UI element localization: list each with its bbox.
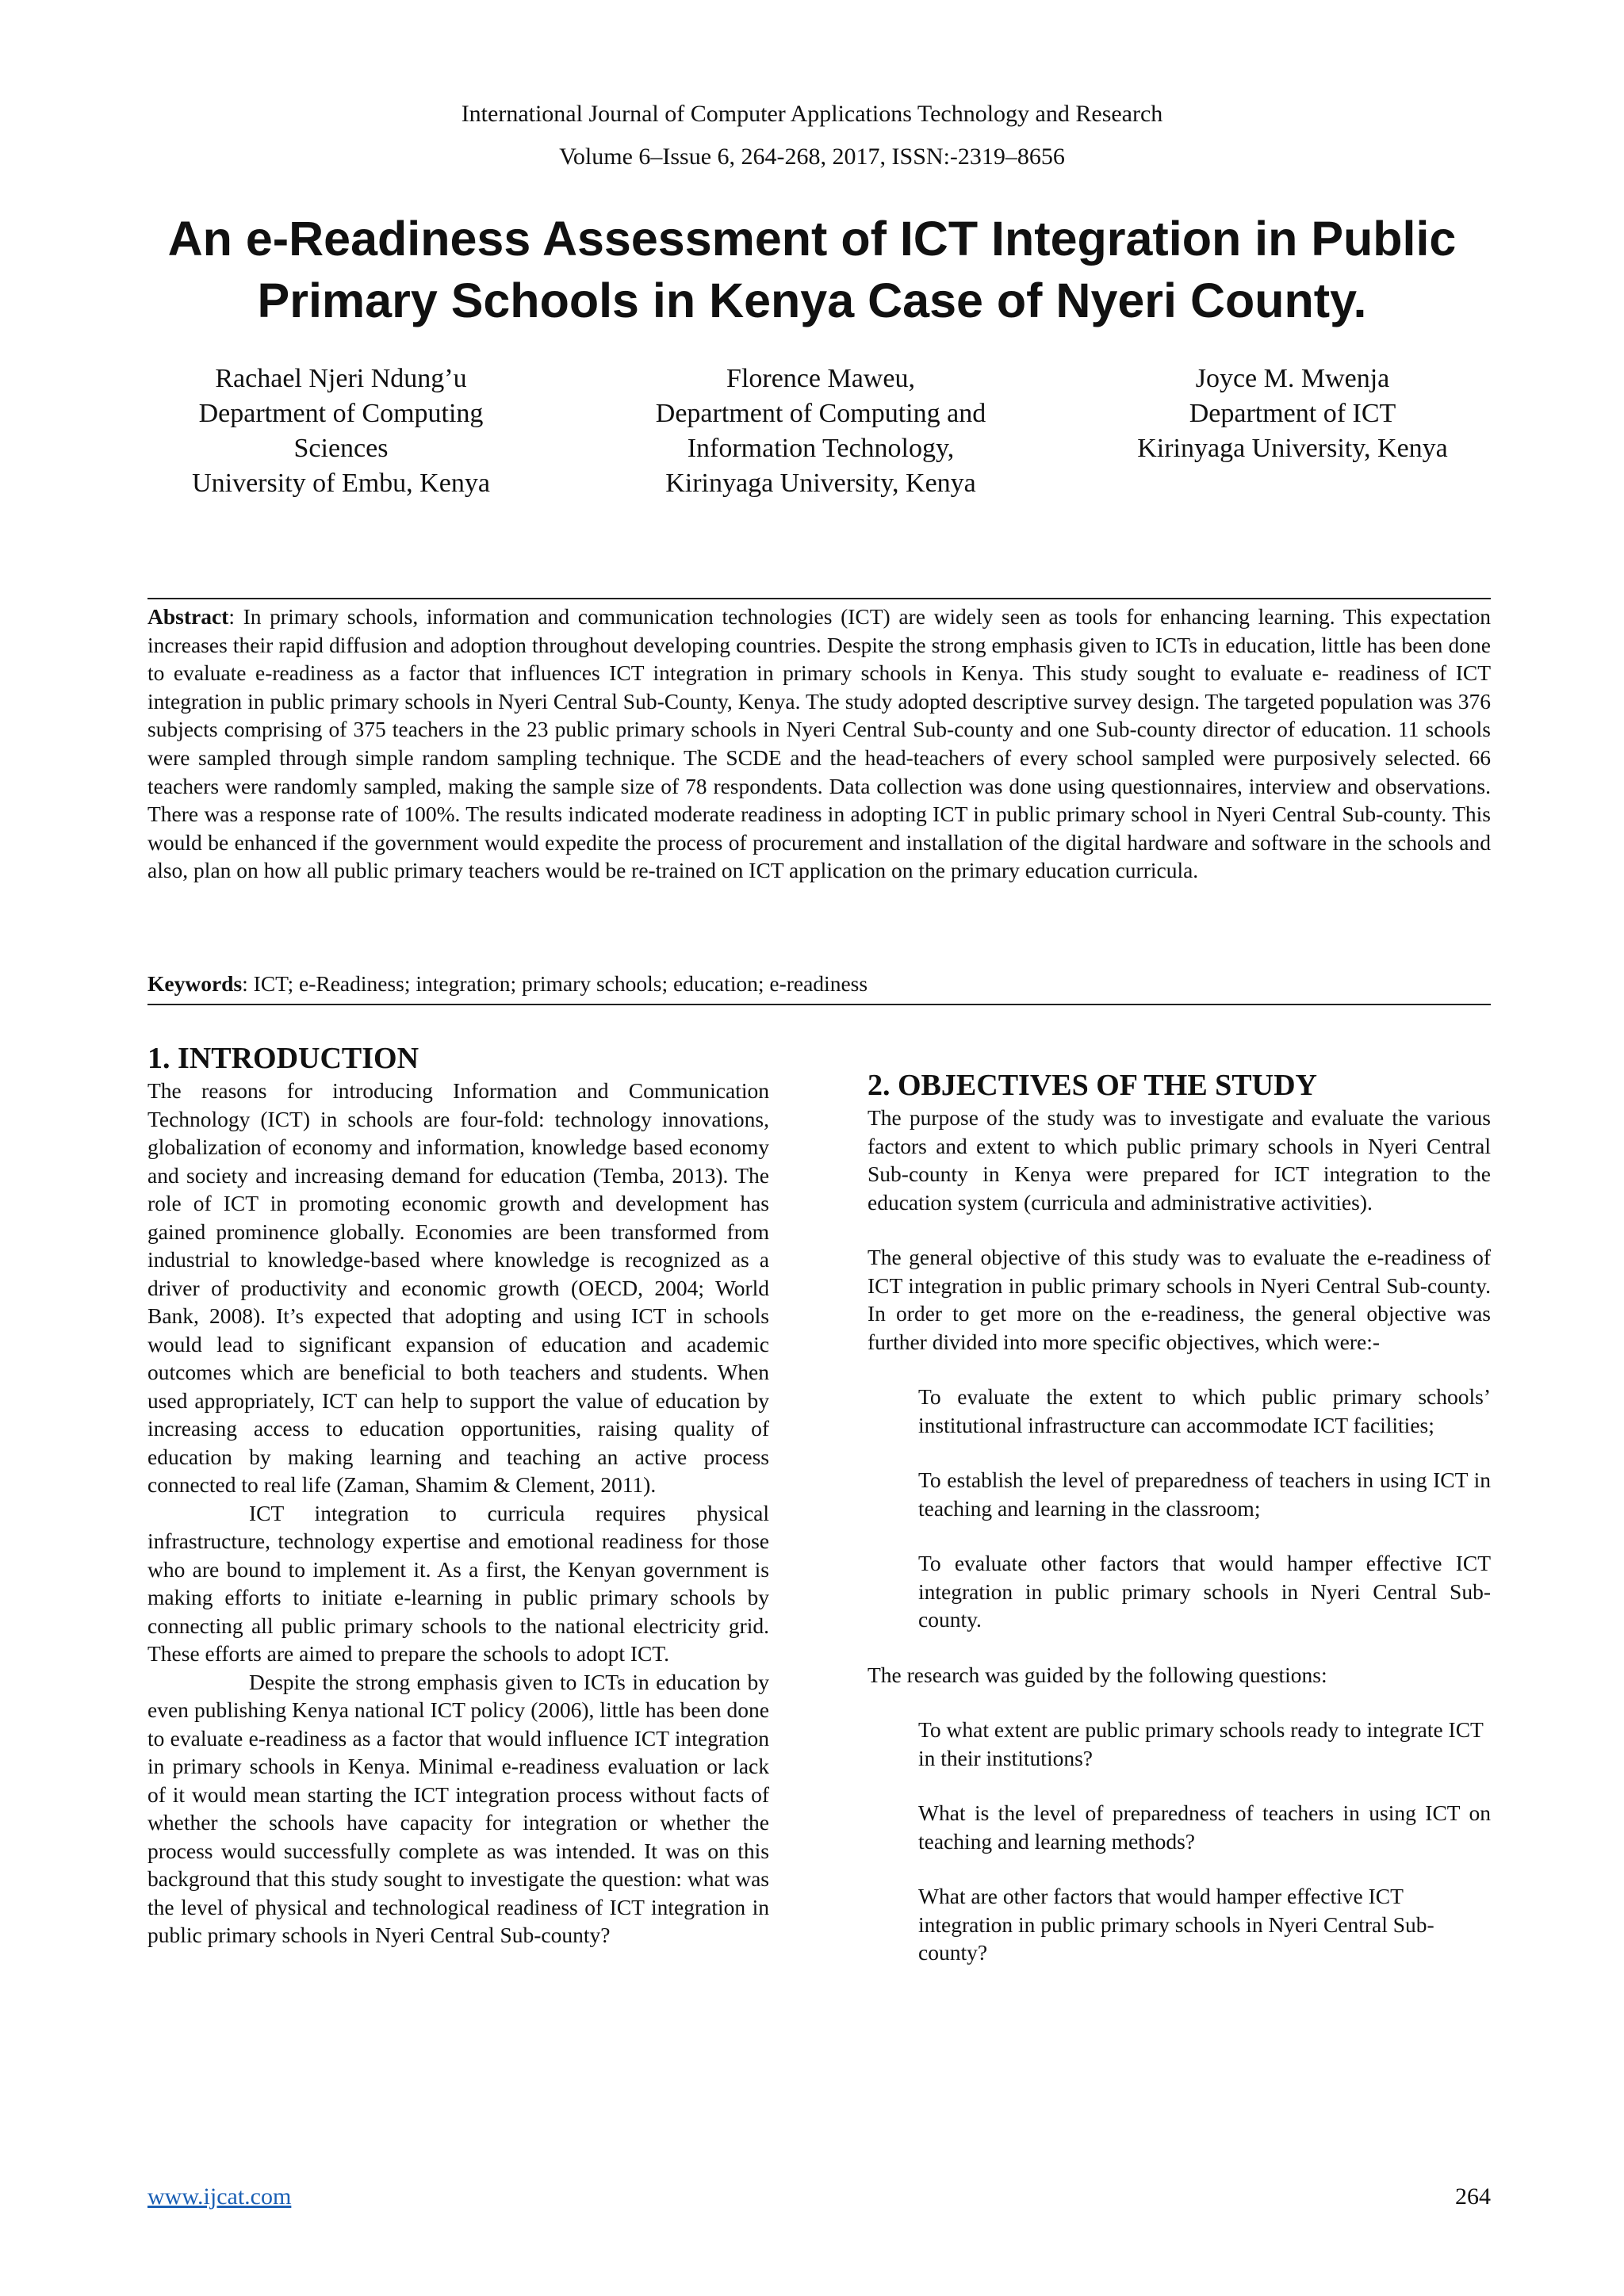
author-2-affiliation-line: Department of Computing and (655, 399, 986, 428)
journal-name: International Journal of Computer Applications Technology and Research (461, 101, 1163, 127)
objective-item: To establish the level of preparedness of teachers in using ICT in teaching and learning in the classroom; (918, 1468, 1491, 1521)
objectives-paragraph-1: The purpose of the study was to investigate and evaluate the various factors and extent to which public primary schools in Nyeri Central Sub-county in Kenya were prepared for ICT integration to the education system (curricula and administrative activities). (868, 1105, 1491, 1215)
title-line-1: An e-Readiness Assessment of ICT Integration in Public (167, 212, 1457, 266)
paper-title (119, 208, 1505, 331)
author-block-3 (1094, 362, 1491, 466)
author-3-affiliation-line: Kirinyaga University, Kenya (1137, 434, 1448, 463)
author-1-name: Rachael Njeri Ndung’u (215, 364, 467, 393)
keywords-label: Keywords (147, 971, 243, 996)
journal-website-link[interactable]: www.ijcat.com (147, 2183, 292, 2210)
intro-paragraph-2: ICT integration to curricula requires physical infrastructure, technology expertise and emotional readiness for those who are bound to implement it. As a first, the Kenyan government is making efforts to initiate e-learning in public primary schools by connecting all public primary schools to the national electricity grid. These efforts are aimed to prepare the schools to adopt ICT. (147, 1500, 769, 1666)
keywords (147, 970, 1491, 997)
author-1-affiliation-line: Department of Computing (198, 399, 484, 428)
objective-item: To evaluate other factors that would hamper effective ICT integration in public primary schools in Nyeri Central Sub-county. (918, 1551, 1491, 1632)
abstract-label: Abstract (147, 604, 229, 629)
objective-item: To evaluate the extent to which public primary schools’ institutional infrastructure can accommodate ICT facilities; (918, 1384, 1491, 1437)
research-question: What is the level of preparedness of teachers in using ICT on teaching and learning methods? (918, 1800, 1491, 1854)
journal-volume-line: Volume 6–Issue 6, 264-268, 2017, ISSN:-2319–8656 (559, 144, 1065, 170)
keywords-bottom-rule (147, 1004, 1491, 1005)
author-1-affiliation-line: Sciences (293, 434, 389, 463)
intro-paragraph-3: Despite the strong emphasis given to ICTs in education by even publishing Kenya national ICT policy (2006), little has been done to evaluate e-readiness as a factor that would influence ICT integration in primary schools in Kenya. Minimal e-readiness evaluation or lack of it would mean starting the ICT integration process without facts of whether the schools have capacity for integration or whether the process would successfully complete as was intended. It was on this background that this study sought to investigate the question: what was the level of physical and technological readiness of ICT integration in public primary schools in Nyeri Central Sub-county? (147, 1669, 769, 1947)
questions-intro: The research was guided by the following questions: (868, 1662, 1327, 1687)
right-column (868, 1067, 1491, 1967)
author-3-name: Joyce M. Mwenja (1195, 364, 1390, 393)
author-2-affiliation-line: Information Technology, (687, 434, 955, 463)
intro-paragraph-1: The reasons for introducing Information and Communication Technology (ICT) in schools are four-fold: technology innovations, globalization of economy and information, knowledge based economy and society and increasing demand for education (Temba, 2013). The role of ICT in promoting economic growth and development has gained prominence globally. Economies are been transformed from industrial to knowledge-based where knowledge is recognized as a driver of productivity and economic growth (OECD, 2004; World Bank, 2008). It’s expected that adopting and using ICT in schools would lead to significant expansion of education and academic outcomes which are beneficial to both teachers and students. When used appropriately, ICT can help to support the value of education by increasing access to education opportunities, raising quality of education by making learning and teaching an active process connected to real life (Zaman, Shamim & Clement, 2011). (147, 1078, 769, 1497)
title-line-2: Primary Schools in Kenya Case of Nyeri County. (257, 274, 1367, 327)
abstract (147, 603, 1491, 885)
page-number: 264 (1455, 2183, 1491, 2210)
author-3-affiliation-line: Department of ICT (1189, 399, 1396, 428)
abstract-top-rule (147, 598, 1491, 599)
author-2-name: Florence Maweu, (726, 364, 915, 393)
abstract-text: : In primary schools, information and communication technologies (ICT) are widely seen as tools for enhancing learning. This expectation increases their rapid diffusion and adoption throughout developing countries. Despite the strong emphasis given to ICTs in education, little has been done to evaluate e-readiness as a factor that influences ICT integration in primary schools in Kenya. This study sought to evaluate e- readiness of ICT integration in public primary schools in Nyeri Central Sub-County, Kenya. The study adopted descriptive survey design. The targeted population was 376 subjects comprising of 375 teachers in the 23 public primary schools in Nyeri Central Sub-county and one Sub-county director of education. 11 schools were sampled through simple random sampling technique. The SCDE and the head-teachers of every school sampled were purposively selected. 66 teachers were randomly sampled, making the sample size of 78 respondents. Data collection was done using questionnaires, interview and observations. There was a response rate of 100%. The results indicated moderate readiness in adopting ICT in public primary school in Nyeri Central Sub-county. This would be enhanced if the government would expedite the process of procurement and installation of the digital hardware and software in the schools and also, plan on how all public primary teachers would be re-trained on ICT application on the primary education curricula. (147, 604, 1491, 883)
author-block-2 (599, 362, 1043, 501)
introduction-heading: 1. INTRODUCTION (147, 1042, 419, 1075)
objectives-heading: 2. OBJECTIVES OF THE STUDY (868, 1069, 1317, 1102)
author-block-1 (151, 362, 531, 501)
author-1-affiliation-line: University of Embu, Kenya (192, 469, 490, 498)
author-2-affiliation-line: Kirinyaga University, Kenya (665, 469, 976, 498)
research-question: What are other factors that would hamper effective ICT integration in public primary schools in Nyeri Central Sub-county? (918, 1884, 1434, 1965)
keywords-text: : ICT; e-Readiness; integration; primary schools; education; e-readiness (242, 971, 868, 996)
left-column (147, 1040, 769, 1950)
objectives-paragraph-2: The general objective of this study was to evaluate the e-readiness of ICT integration in public primary schools in Nyeri Central Sub-county. In order to get more on the e-readiness, the general objective was further divided into more specific objectives, which were:- (868, 1245, 1491, 1354)
research-question: To what extent are public primary schools ready to integrate ICT in their institutions? (918, 1717, 1484, 1770)
